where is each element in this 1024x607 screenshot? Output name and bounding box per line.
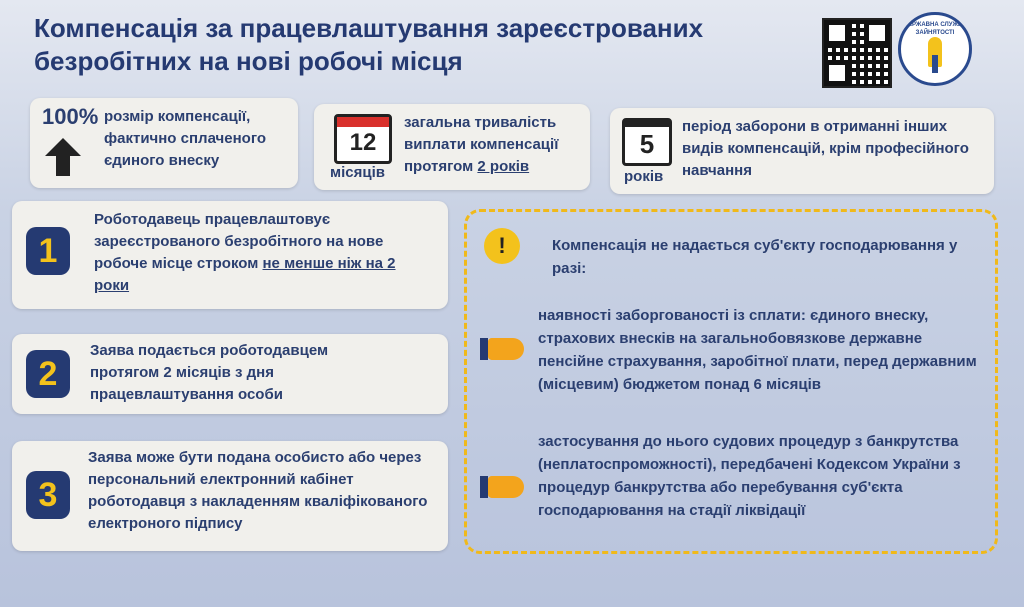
duration-highlight: 2 років [477, 158, 530, 175]
stat-value: 5 [639, 129, 655, 159]
step-text: Заява може бути подана особисто або через персональний електронний кабінет роботодавця з накладенням кваліфікованого електроного підпису [88, 449, 428, 532]
qr-code[interactable] [822, 18, 892, 88]
restriction-heading: Компенсація не надається суб'єкту господарювання у разі: [552, 237, 958, 277]
step-card-1 [12, 201, 448, 309]
restriction-item-debt: наявності заборгованості із сплати: єдиного внеску, страхових внесків на загальнобовязкове державне пенсійне страхування, заробітної плати, перед державним (місцевим) бюджетом понад 6 місяців [538, 307, 977, 393]
restriction-item-bankruptcy: застосування до нього судових процедур з банкрутства (неплатоспроможності), передбачені Кодексом України з процедур банкрутства або перебування суб'єкта господарювання на стадії ліквідації [538, 433, 961, 519]
stat-text: розмір компенсації, фактично сплаченого єдиного внеску [104, 108, 267, 169]
step-text: Роботодавець працевлаштовує зареєстрованого безробітного на нове робоче місце строком не менше ніж на 2 роки [94, 211, 396, 294]
calendar-icon [334, 114, 392, 164]
stat-text: період заборони в отриманні інших видів компенсацій, крім професійного навчання [682, 118, 969, 179]
page-title: Компенсація за працевлаштування зареєстрованих безробітних на нові робочі місця [34, 13, 704, 76]
pointing-hand-icon [488, 338, 524, 360]
stat-card-duration [314, 104, 590, 190]
stat-card-ban-period [610, 108, 994, 194]
step-card-2 [12, 334, 448, 414]
step-text: Заява подається роботодавцем протягом 2 місяців з дня працевлаштування особи [90, 342, 329, 403]
step-number: 1 [26, 227, 70, 275]
stat-text: загальна тривалість виплати компенсації протягом 2 років [404, 114, 559, 175]
arrow-stem [56, 156, 70, 176]
pointing-hand-icon [488, 476, 524, 498]
stat-card-compensation [30, 98, 298, 188]
step-card-3 [12, 441, 448, 551]
stat-unit: років [624, 168, 664, 185]
step-number: 2 [26, 350, 70, 398]
step-number: 3 [26, 471, 70, 519]
stat-value: 12 [349, 129, 377, 156]
calendar-icon [622, 118, 672, 166]
stat-value: 100% [42, 104, 99, 129]
lightbulb-icon: ! [484, 228, 520, 264]
logo-text: ДЕРЖАВНА СЛУЖБА ЗАЙНЯТОСТІ [903, 22, 967, 36]
employment-service-logo [898, 12, 972, 86]
step-highlight: не менше ніж на 2 роки [94, 255, 396, 294]
arrow-up-icon [45, 138, 81, 156]
stat-unit: місяців [330, 164, 385, 181]
